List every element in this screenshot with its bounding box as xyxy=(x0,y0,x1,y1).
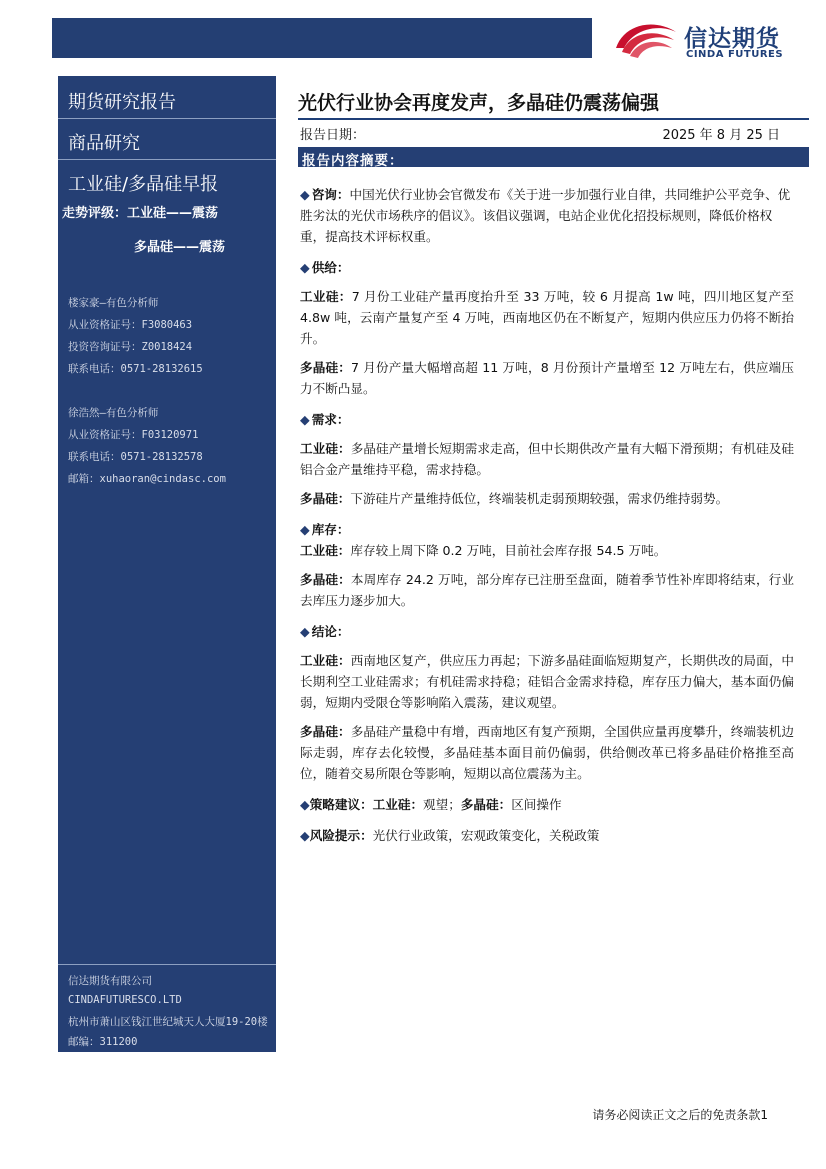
company-name-en: CINDAFUTURESCO.LTD xyxy=(68,994,182,1006)
abstract-label: 报告内容摘要： xyxy=(302,153,404,169)
company-name: 信达期货有限公司 xyxy=(68,975,152,987)
analyst2-qualification: 从业资格证号：F03120971 xyxy=(68,429,199,441)
demand-industrial-silicon: 工业硅：多晶硅产量增长短期需求走高，但中长期供改产量有大幅下滑预期；有机硅及硅铝合金产量维持平稳，需求持稳。 xyxy=(300,441,795,477)
logo-chinese-text: 信达期货 xyxy=(684,26,780,52)
consult-text: 中国光伏行业协会官微发布《关于进一步加强行业自律，共同维护公平竞争、优胜劣汰的光伏市场秩序的倡议》。该倡议强调，电站企业优化招投标规则，降低价格权重，提高技术评标权重。 xyxy=(300,187,791,244)
title-rule xyxy=(298,118,809,120)
header-banner xyxy=(52,18,592,58)
conclusion-polysilicon: 多晶硅：多晶硅产量稳中有增，西南地区有复产预期，全国供应量再度攀升，终端装机边际走弱，库存去化较慢，多晶硅基本面目前仍偏弱，供给侧改革已将多晶硅价格推至高位，随着交易所限仓等影响，短期以高位震荡为主。 xyxy=(300,724,795,781)
company-logo xyxy=(612,16,802,64)
diamond-bullet-icon: ◆ xyxy=(300,187,310,202)
trend-rating-industrial-silicon: 走势评级：工业硅——震荡 xyxy=(62,206,219,221)
disclaimer-note: 请务必阅读正文之后的免责条款1 xyxy=(592,1108,768,1122)
sidebar-footer-divider xyxy=(58,964,276,965)
inventory-industrial-silicon: 工业硅：库存较上周下降 0.2 万吨，目前社会库存报 54.5 万吨。 xyxy=(300,543,667,558)
diamond-bullet-icon: ◆ xyxy=(300,522,310,537)
supply-polysilicon: 多晶硅：7 月份产量大幅增高超 11 万吨，8 月份预计产量增至 12 万吨左右，供应端压力不断凸显。 xyxy=(300,360,794,396)
analyst1-phone: 联系电话：0571-28132615 xyxy=(68,363,203,375)
sidebar-divider xyxy=(58,159,276,160)
report-date-label: 报告日期： xyxy=(300,128,366,143)
abstract-content xyxy=(300,184,794,846)
section-conclusion-head: ◆ 结论： xyxy=(300,624,350,639)
company-postcode: 邮编：311200 xyxy=(68,1036,138,1048)
analyst2-email[interactable]: 邮箱：xuhaoran@cindasc.com xyxy=(68,473,226,485)
diamond-bullet-icon: ◆ xyxy=(300,412,310,427)
diamond-bullet-icon: ◆ xyxy=(300,828,310,843)
analyst1-consult-cert: 投资咨询证号：Z0018424 xyxy=(68,341,193,353)
diamond-bullet-icon: ◆ xyxy=(300,260,310,275)
strategy-row: ◆策略建议：工业硅：观望；多晶硅：区间操作 xyxy=(300,797,562,812)
analyst2-phone: 联系电话：0571-28132578 xyxy=(68,451,203,463)
sidebar-divider xyxy=(58,118,276,119)
sidebar-title-report-type: 期货研究报告 xyxy=(68,92,176,113)
section-consult-head: ◆ 咨询： xyxy=(300,187,350,202)
supply-industrial-silicon: 工业硅：7 月份工业硅产量再度抬升至 33 万吨，较 6 月提高 1w 吨，四川地区复产至 4.8w 吨，云南产量复产至 4 万吨，西南地区仍在不断复产，短期内供应压力仍将不断抬升。 xyxy=(300,289,794,346)
risk-row: ◆风险提示：光伏行业政策，宏观政策变化，关税政策 xyxy=(300,828,600,843)
logo-english-text: CINDA FUTURES xyxy=(686,49,784,60)
sidebar xyxy=(58,76,276,1052)
conclusion-industrial-silicon: 工业硅：西南地区复产，供应压力再起；下游多晶硅面临短期复产，长期供改的局面，中长期利空工业硅需求；有机硅需求持稳；硅铝合金需求持稳，库存压力偏大，基本面仍偏弱，短期内受限仓等影响陷入震荡，建议观望。 xyxy=(300,653,795,710)
section-supply-head: ◆ 供给： xyxy=(300,260,350,275)
analyst1-name: 楼家豪—有色分析师 xyxy=(68,297,159,309)
analyst2-name: 徐浩然—有色分析师 xyxy=(68,407,159,419)
abstract-header-bar xyxy=(298,147,809,167)
diamond-bullet-icon: ◆ xyxy=(300,797,310,812)
sidebar-title-topic: 工业硅/多晶硅早报 xyxy=(68,174,219,195)
analyst1-qualification: 从业资格证号：F3080463 xyxy=(68,319,193,331)
section-inventory-head: ◆ 库存： xyxy=(300,522,350,537)
report-title: 光伏行业协会再度发声，多晶硅仍震荡偏强 xyxy=(298,92,660,114)
sidebar-title-category: 商品研究 xyxy=(68,133,140,154)
trend-rating-polysilicon: 多晶硅——震荡 xyxy=(134,240,226,255)
diamond-bullet-icon: ◆ xyxy=(300,624,310,639)
logo-swirl-icon xyxy=(612,18,680,60)
demand-polysilicon: 多晶硅：下游硅片产量维持低位，终端装机走弱预期较强，需求仍维持弱势。 xyxy=(300,491,729,506)
section-demand-head: ◆ 需求： xyxy=(300,412,350,427)
inventory-polysilicon: 多晶硅：本周库存 24.2 万吨，部分库存已注册至盘面，随着季节性补库即将结束，行业去库压力逐步加大。 xyxy=(300,572,794,608)
report-date-value: 2025 年 8 月 25 日 xyxy=(662,128,780,143)
company-address: 杭州市萧山区钱江世纪城天人大厦19-20楼 xyxy=(68,1016,268,1028)
